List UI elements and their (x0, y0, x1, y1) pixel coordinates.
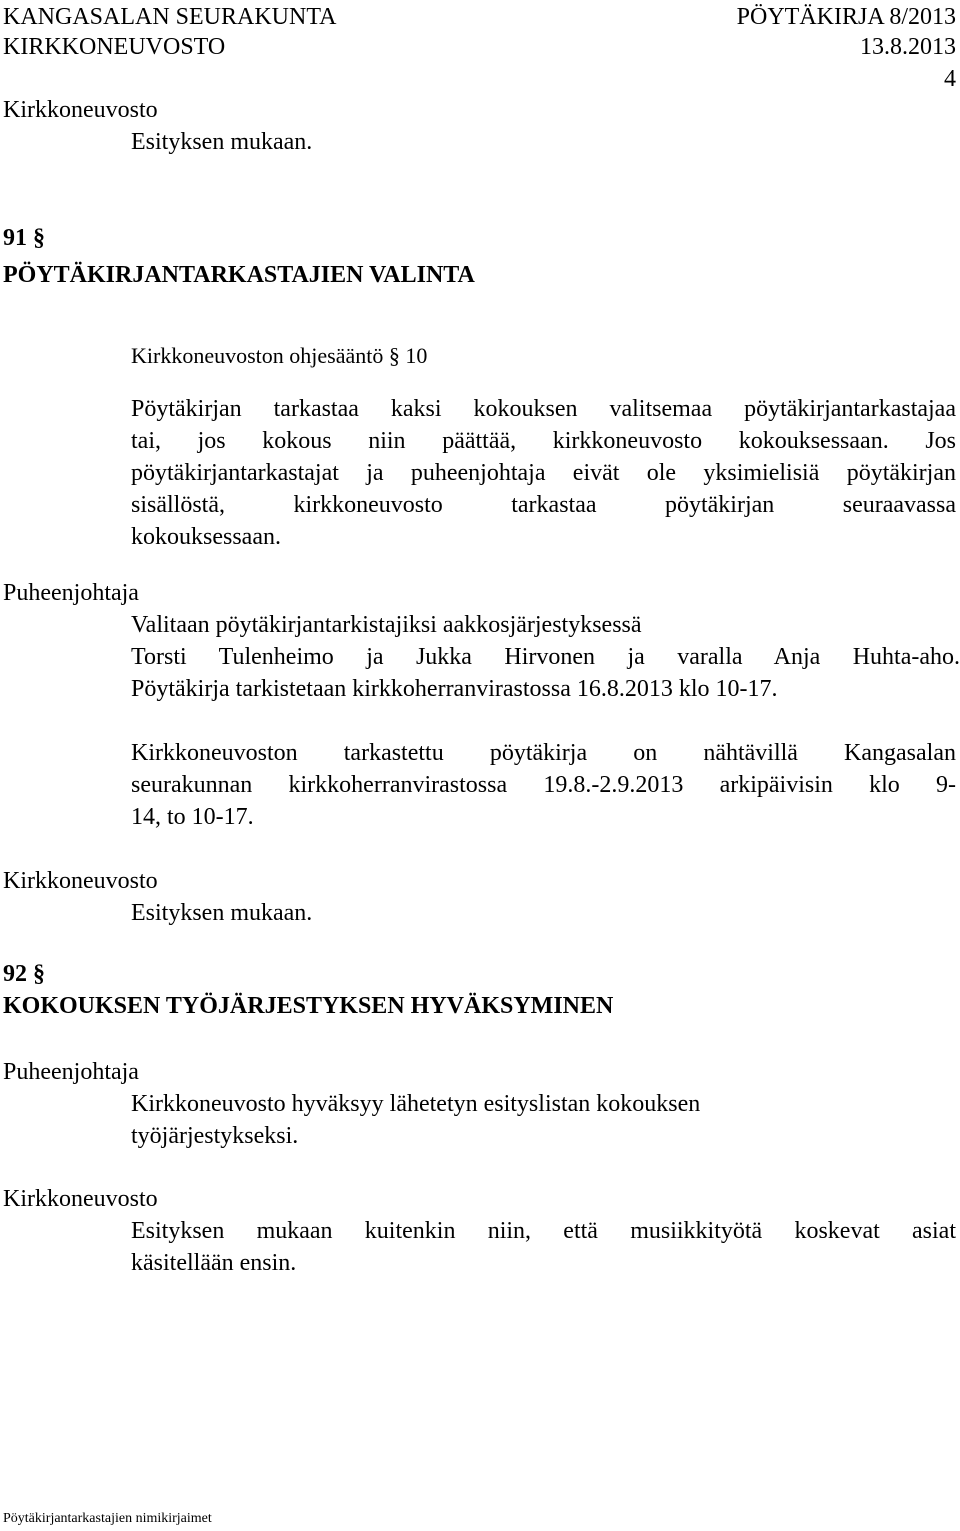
chair-proposal-line: Kirkkoneuvosto hyväksyy lähetetyn esityslistan kokouksen (131, 1091, 701, 1117)
chair-proposal (131, 609, 960, 705)
minutes-notice-line: seurakunnan kirkkoherranvirastossa 19.8.-2.9.2013 arkipäivisin klo 9- (131, 772, 956, 798)
section-sign-icon: § (33, 225, 45, 251)
chair-proposal-line: Valitaan pöytäkirjantarkistajiksi aakkosjärjestyksessä (131, 612, 642, 638)
section-91-number: 91 (3, 225, 27, 251)
minutes-notice-line: Kirkkoneuvoston tarkastettu pöytäkirja on nähtävillä Kangasalan (131, 740, 956, 766)
board-label: Kirkkoneuvosto (3, 868, 158, 894)
chair-proposal-line: työjärjestykseksi. (131, 1123, 299, 1149)
footer-initials-label: Pöytäkirjantarkastajien nimikirjaimet (3, 1511, 212, 1526)
rule-paragraph-line: tai, jos kokous niin päättää, kirkkoneuvosto kokouksessaan. Jos (131, 428, 956, 454)
minutes-notice-line: 14, to 10-17. (131, 804, 254, 830)
chair-proposal-line: Torsti Tulenheimo ja Jukka Hirvonen ja varalla Anja Huhta-aho. (131, 644, 960, 670)
chair-label: Puheenjohtaja (3, 580, 139, 606)
header-doc-number: PÖYTÄKIRJA 8/2013 (736, 4, 956, 30)
rule-paragraph-line: sisällöstä, kirkkoneuvosto tarkastaa pöytäkirjan seuraavassa (131, 492, 956, 518)
section-91-title: PÖYTÄKIRJANTARKASTAJIEN VALINTA (3, 262, 475, 288)
chair-proposal-line: Pöytäkirja tarkistetaan kirkkoherranvirastossa 16.8.2013 klo 10-17. (131, 676, 778, 702)
rule-reference-text: Kirkkoneuvoston ohjesääntö (131, 343, 384, 368)
rule-paragraph-line: kokouksessaan. (131, 524, 281, 550)
board-decision-92 (131, 1215, 956, 1279)
section-92-title: KOKOUKSEN TYÖJÄRJESTYKSEN HYVÄKSYMINEN (3, 993, 614, 1019)
page-number: 4 (944, 66, 956, 92)
rule-paragraph-line: Pöytäkirjan tarkastaa kaksi kokouksen valitsemaa pöytäkirjantarkastajaa (131, 396, 956, 422)
chair-label-92: Puheenjohtaja (3, 1059, 139, 1085)
top-board-label: Kirkkoneuvosto (3, 97, 158, 123)
rule-reference-number: 10 (405, 343, 428, 368)
header-date: 13.8.2013 (860, 34, 956, 60)
section-92-number: 92 (3, 961, 27, 987)
board-label-92: Kirkkoneuvosto (3, 1186, 158, 1212)
rule-paragraph-line: pöytäkirjantarkastajat ja puheenjohtaja eivät ole yksimielisiä pöytäkirjan (131, 460, 956, 486)
minutes-notice (131, 737, 956, 833)
header-body: KIRKKONEUVOSTO (3, 34, 226, 60)
board-decision: Esityksen mukaan. (131, 900, 313, 926)
section-91-heading (3, 222, 45, 254)
section-sign-icon: § (33, 961, 45, 987)
board-decision-line: Esityksen mukaan kuitenkin niin, että musiikkityötä koskevat asiat (131, 1218, 956, 1244)
rule-reference (131, 340, 427, 372)
board-decision-line: käsitellään ensin. (131, 1250, 297, 1276)
chair-proposal-92 (131, 1088, 956, 1152)
header-org: KANGASALAN SEURAKUNTA (3, 4, 337, 30)
section-sign-icon: § (388, 343, 400, 368)
rule-paragraph (131, 393, 956, 553)
top-decision: Esityksen mukaan. (131, 129, 313, 155)
section-92-heading (3, 958, 45, 990)
